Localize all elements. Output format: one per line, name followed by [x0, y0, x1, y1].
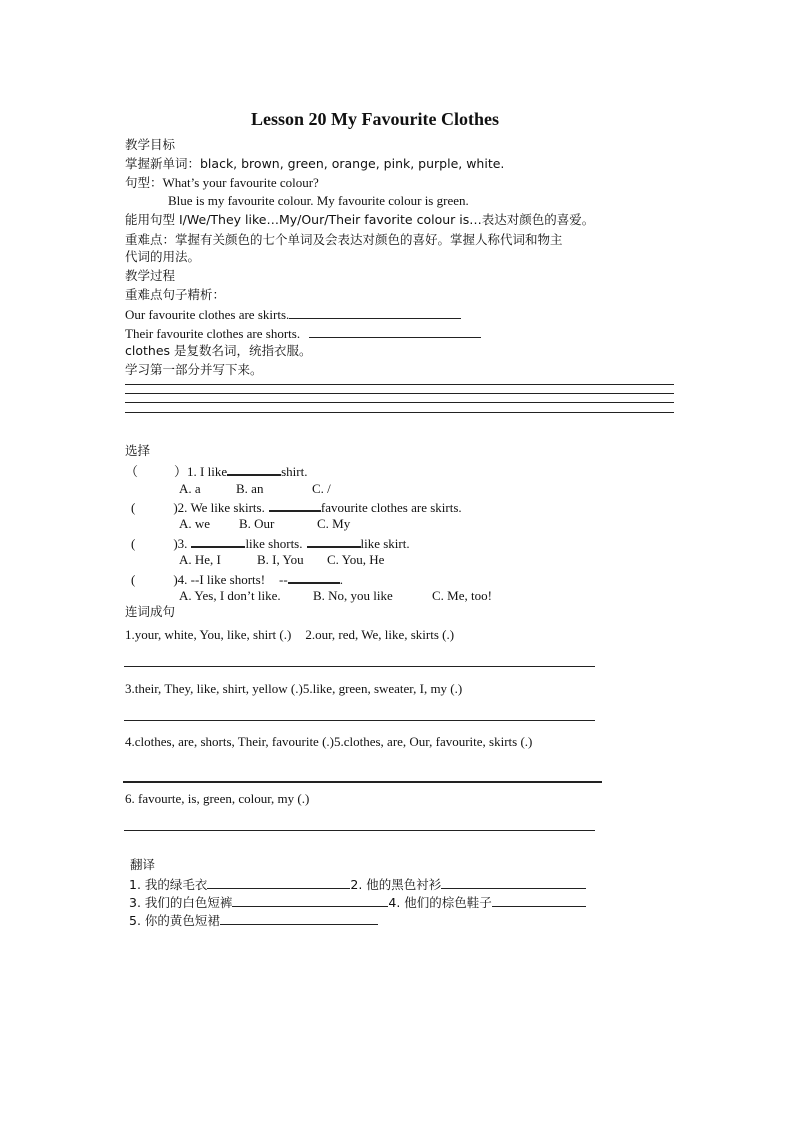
goals-heading: 教学目标 — [125, 137, 176, 152]
page-title: Lesson 20 My Favourite Clothes — [251, 109, 499, 129]
q2-blank[interactable] — [269, 498, 321, 512]
sentence-2-text: Their favourite clothes are shorts. — [125, 326, 301, 341]
answer-line-4[interactable] — [124, 830, 595, 831]
q3-mid: like shorts. — [245, 536, 303, 551]
translate-blank-4[interactable] — [492, 894, 586, 907]
answer-line-1[interactable] — [124, 666, 595, 667]
question-1 — [125, 462, 307, 480]
q1-option-c: C. / — [312, 481, 331, 496]
answer-line-3[interactable] — [123, 781, 602, 783]
translate-heading: 翻译 — [130, 857, 156, 872]
translate-blank-2[interactable] — [441, 876, 586, 889]
q2-stem: )2. We like skirts. — [173, 500, 265, 515]
sentence-task-6: 6. favourte, is, green, colour, my (.) — [125, 791, 310, 806]
sentence-1-text: Our favourite clothes are skirts. — [125, 307, 290, 322]
pattern-answer: Blue is my favourite colour. My favourite colour is green. — [168, 193, 469, 208]
writing-line-1[interactable] — [125, 384, 674, 385]
q4-option-b: B. No, you like — [313, 588, 393, 603]
q3-blank-1[interactable] — [191, 534, 245, 548]
writing-line-2[interactable] — [125, 393, 674, 394]
q1-option-a: A. a — [179, 481, 201, 496]
sentence-task-3: 3.their, They, like, shirt, yellow (.)5.like, green, sweater, I, my (.) — [125, 681, 463, 696]
pattern-question: What’s your favourite colour? — [162, 175, 319, 190]
q2-option-b: B. Our — [239, 516, 275, 531]
translate-blank-1[interactable] — [207, 876, 350, 889]
process-heading: 教学过程 — [125, 268, 176, 283]
goals-vocab — [125, 156, 504, 172]
sentence-task-1 — [125, 627, 454, 643]
goals-vocab-text: 掌握新单词：black, brown, green, orange, pink, purple, white. — [125, 156, 505, 171]
q2-paren-open: ( — [131, 500, 136, 515]
q3-stem: )3. — [173, 536, 188, 551]
sentence-1-blank[interactable] — [289, 306, 461, 319]
q4-blank[interactable] — [288, 570, 340, 584]
q1-option-b: B. an — [236, 481, 264, 496]
sentence-1 — [125, 306, 461, 323]
question-4 — [131, 570, 343, 588]
translate-blank-3[interactable] — [232, 894, 388, 907]
q4-dash: -- — [279, 572, 288, 587]
analysis-heading: 重难点句子精析： — [125, 287, 226, 302]
q2-option-c: C. My — [317, 516, 351, 531]
q2-option-a: A. we — [179, 516, 211, 531]
q4-option-a: A. Yes, I don’t like. — [179, 588, 281, 603]
copy-instruction: 学习第一部分并写下来。 — [125, 362, 263, 377]
q4-stem: )4. --I like shorts! — [173, 572, 266, 587]
translate-item-2: 2. 他的黑色衬衫 — [350, 877, 442, 892]
q3-paren-open: ( — [131, 536, 136, 551]
q3-option-c: C. You, He — [327, 552, 385, 567]
q3-option-b: B. I, You — [257, 552, 304, 567]
translate-item-4: 4. 他们的棕色鞋子 — [388, 895, 492, 910]
q4-paren-open: ( — [131, 572, 136, 587]
key-points-line-1: 重难点：掌握有关颜色的七个单词及会表达对颜色的喜好。掌握人称代词和物主 — [125, 232, 563, 247]
question-2 — [131, 498, 462, 516]
sentence-2-blank[interactable] — [309, 325, 481, 338]
choice-heading: 选择 — [125, 443, 151, 458]
translate-row-2 — [129, 894, 586, 911]
sentences-heading: 连词成句 — [125, 604, 176, 619]
sentence-2 — [125, 325, 481, 342]
translate-row-3 — [129, 912, 378, 929]
sentence-task-1-text: 1.your, white, You, like, shirt (.) — [125, 627, 292, 642]
translate-row-1 — [129, 876, 586, 893]
answer-line-2[interactable] — [124, 720, 595, 721]
q1-blank[interactable] — [227, 462, 281, 476]
q3-tail: like skirt. — [360, 536, 410, 551]
goals-usage: 能用句型 I/We/They like…My/Our/Their favorite colour is…表达对颜色的喜爱。 — [125, 212, 595, 227]
writing-line-4[interactable] — [125, 412, 674, 413]
q3-option-a: A. He, I — [179, 552, 221, 567]
translate-item-5: 5. 你的黄色短裙 — [129, 913, 220, 928]
q4-end: . — [339, 572, 343, 587]
q1-paren-open: （ — [125, 464, 139, 479]
q4-option-c: C. Me, too! — [432, 588, 492, 603]
q1-tail: shirt. — [281, 464, 308, 479]
sentence-task-2-text: 2.our, red, We, like, skirts (.) — [305, 627, 455, 642]
translate-blank-5[interactable] — [220, 912, 378, 925]
q3-blank-2[interactable] — [307, 534, 361, 548]
question-3 — [131, 534, 410, 552]
translate-item-3: 3. 我们的白色短裤 — [129, 895, 233, 910]
q1-stem: ）1. I like — [174, 464, 228, 479]
sentence-task-4: 4.clothes, are, shorts, Their, favourite (.)5.clothes, are, Our, favourite, skirts (.) — [125, 734, 533, 749]
writing-line-3[interactable] — [125, 402, 674, 403]
goals-pattern — [125, 175, 319, 191]
translate-item-1: 1. 我的绿毛衣 — [129, 877, 208, 892]
key-points-line-2: 代词的用法。 — [125, 249, 201, 264]
pattern-label: 句型： — [125, 175, 163, 190]
clothes-note: clothes 是复数名词，统指衣服。 — [125, 343, 312, 358]
q2-tail: favourite clothes are skirts. — [320, 500, 462, 515]
